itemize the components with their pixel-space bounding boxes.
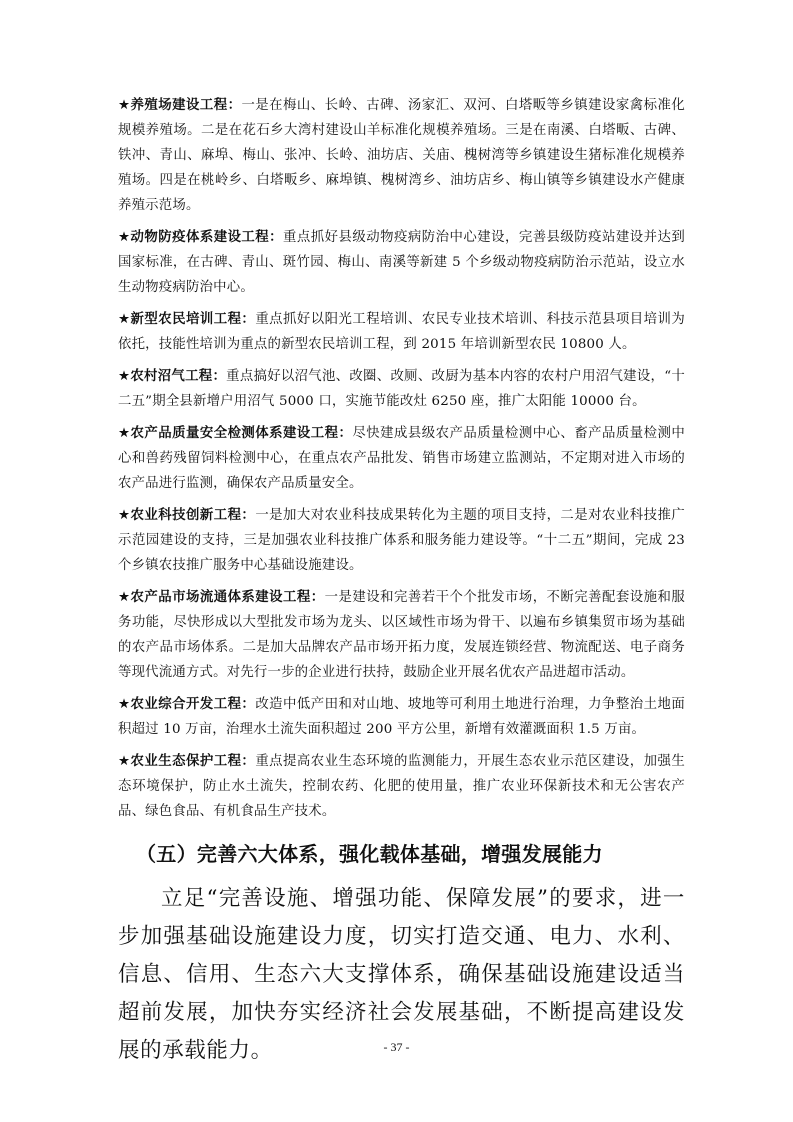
project-item-star: ★ xyxy=(118,426,131,441)
project-item-title: 农业科技创新工程： xyxy=(130,508,256,523)
project-item-text: 重点抓好县级动物疫病防治中心建设，完善县级防疫站建设并达到国家标准，在古碑、青山、斑竹园、梅山、南溪等新建 5 个乡级动物疫病防治示范站，设立水生动物疫病防治中心。 xyxy=(118,230,685,295)
project-item-market-circulation xyxy=(118,585,685,685)
project-item-farmer-training xyxy=(118,307,685,357)
project-item-title: 动物防疫体系建设工程： xyxy=(130,230,284,245)
project-item-title: 农产品市场流通体系建设工程： xyxy=(130,590,325,605)
project-item-title: 新型农民培训工程： xyxy=(130,312,256,327)
project-item-star: ★ xyxy=(118,754,131,769)
project-item-breeding-farm xyxy=(118,93,685,218)
project-item-star: ★ xyxy=(118,697,131,712)
page-number: - 37 - xyxy=(383,1040,410,1054)
project-item-star: ★ xyxy=(118,590,131,605)
project-item-ecological-protection xyxy=(118,749,685,824)
project-item-title: 农村沼气工程： xyxy=(130,369,227,384)
project-item-biogas xyxy=(118,364,685,414)
project-item-text: 一是在梅山、长岭、古碑、汤家汇、双河、白塔畈等乡镇建设家禽标准化规模养殖场。二是在花石乡大湾村建设山羊标准化规模养殖场。三是在南溪、白塔畈、古碑、铁冲、青山、麻埠、梅山、张冲、长岭、油坊店、关庙、槐树湾等乡镇建设生猪标准化规模养殖场。四是在桃岭乡、白塔畈乡、麻埠镇、槐树湾乡、油坊店乡、梅山镇等乡镇建设水产健康养殖示范场。 xyxy=(118,98,685,213)
project-item-title: 农业综合开发工程： xyxy=(130,697,256,712)
project-item-star: ★ xyxy=(118,508,131,523)
project-item-star: ★ xyxy=(118,230,131,245)
document-content xyxy=(118,93,685,1070)
project-item-animal-epidemic xyxy=(118,225,685,300)
project-item-title: 农产品质量安全检测体系建设工程： xyxy=(130,426,353,441)
project-item-comprehensive-development xyxy=(118,692,685,742)
project-item-text: 重点提高农业生态环境的监测能力，开展生态农业示范区建设，加强生态环境保护，防止水土流失，控制农药、化肥的使用量，推广农业环保新技术和无公害农产品、绿色食品、有机食品生产技术。 xyxy=(118,754,685,819)
project-item-tech-innovation xyxy=(118,503,685,578)
project-item-text: 改造中低产田和对山地、坡地等可利用土地进行治理，力争整治土地面积超过 10 万亩，治理水土流失面积超过 200 平方公里，新增有效灌溉面积 1.5 万亩。 xyxy=(118,697,685,737)
project-item-text: 重点抓好以阳光工程培训、农民专业技术培训、科技示范县项目培训为依托，技能性培训为重点的新型农民培训工程，到 2015 年培训新型农民 10800 人。 xyxy=(118,312,685,352)
project-item-text: 一是加大对农业科技成果转化为主题的项目支持，二是对农业科技推广示范园建设的支持，三是加强农业科技推广体系和服务能力建设等。“十二五”期间，完成 23 个乡镇农技推广服务中心基础设施建设。 xyxy=(118,508,685,573)
project-item-quality-testing xyxy=(118,421,685,496)
project-item-text: 重点搞好以沼气池、改圈、改厕、改厨为基本内容的农村户用沼气建设，“十二五”期全县新增户用沼气 5000 口，实施节能改灶 6250 座，推广太阳能 10000 台。 xyxy=(118,369,685,409)
project-item-title: 养殖场建设工程： xyxy=(130,98,242,113)
section-heading: （五）完善六大体系，强化载体基础，增强发展能力 xyxy=(136,842,603,866)
project-item-star: ★ xyxy=(118,312,131,327)
project-item-title: 农业生态保护工程： xyxy=(130,754,256,769)
project-item-star: ★ xyxy=(118,98,131,113)
body-paragraph: 立足“完善设施、增强功能、保障发展”的要求，进一步加强基础设施建设力度，切实打造交通、电力、水利、信息、信用、生态六大支撑体系，确保基础设施建设适当超前发展，加快夯实经济社会发展基础，不断提高建设发展的承载能力。 xyxy=(118,886,685,1063)
project-item-star: ★ xyxy=(118,369,131,384)
project-item-text: 一是建设和完善若干个个批发市场，不断完善配套设施和服务功能，尽快形成以大型批发市场为龙头、以区域性市场为骨干、以遍布乡镇集贸市场为基础的农产品市场体系。二是加大品牌农产品市场开拓力度，发展连锁经营、物流配送、电子商务等现代流通方式。对先行一步的企业进行扶持，鼓励企业开展名优农产品进超市活动。 xyxy=(118,590,685,680)
project-item-text: 尽快建成县级农产品质量检测中心、畜产品质量检测中心和兽药残留饲料检测中心，在重点农产品批发、销售市场建立监测站，不定期对进入市场的农产品进行监测，确保农产品质量安全。 xyxy=(118,426,685,491)
